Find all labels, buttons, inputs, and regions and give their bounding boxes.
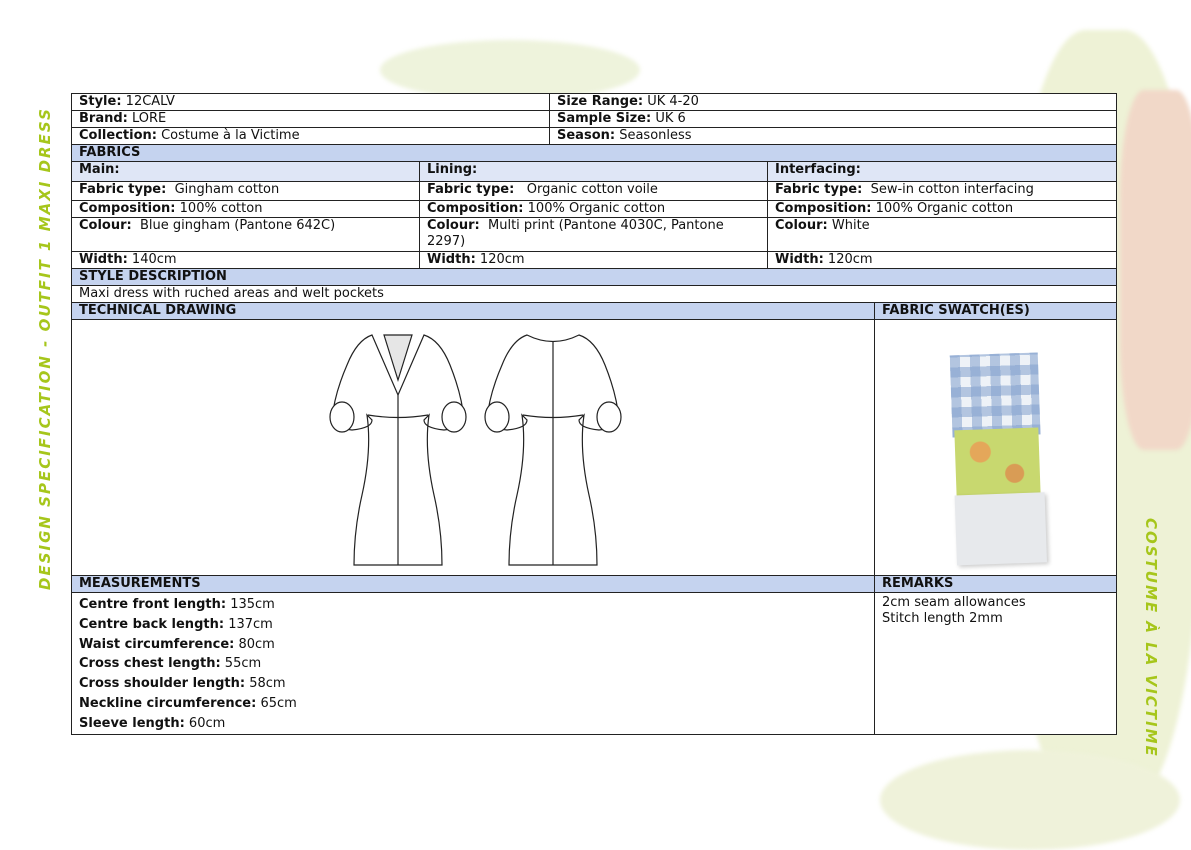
- measurement-item: Sleeve length: 60cm: [79, 715, 226, 731]
- measurement-item: Centre back length: 137cm: [79, 616, 273, 632]
- measurement-item: Neckline circumference: 65cm: [79, 695, 297, 711]
- spec-sheet-table: [71, 93, 1117, 735]
- dress-front-view: [330, 335, 466, 565]
- fabric-swatch-heading: FABRIC SWATCH(ES): [875, 303, 1117, 320]
- dress-flat-drawing: [72, 320, 874, 575]
- sample-size-cell: Sample Size: UK 6: [550, 111, 1117, 128]
- fabric-composition-row: Composition: 100% cotton Composition: 100% Organic cotton Composition: 100% Organic cotton: [72, 201, 1117, 218]
- measurement-item: Waist circumference: 80cm: [79, 636, 275, 652]
- dress-back-view: [485, 335, 621, 565]
- style-row: [72, 94, 1117, 111]
- side-title-left: DESIGN SPECIFICATION - OUTFIT 1 MAXI DRESS: [36, 107, 54, 590]
- swatch-white: [955, 492, 1047, 565]
- style-description-heading: STYLE DESCRIPTION: [72, 269, 1117, 286]
- measurement-item: Cross chest length: 55cm: [79, 656, 262, 672]
- fabric-titles-row: [72, 162, 1117, 182]
- style-description-text: Maxi dress with ruched areas and welt pockets: [72, 286, 1117, 303]
- measurement-item: Centre front length: 135cm: [79, 597, 275, 612]
- remarks-heading: REMARKS: [875, 576, 1117, 593]
- style-cell: Style: 12CALV: [72, 94, 550, 111]
- measurements-list: [72, 593, 875, 735]
- fabric-swatch-collage: [941, 332, 1049, 565]
- size-range-cell: Size Range: UK 4-20: [550, 94, 1117, 111]
- remarks-list: [875, 593, 1117, 735]
- fabric-width-row: Width: 140cm Width: 120cm Width: 120cm: [72, 252, 1117, 269]
- brand-cell: Brand: LORE: [72, 111, 550, 128]
- background-watercolour: [380, 40, 640, 100]
- fabric-type-row: Fabric type: Gingham cotton Fabric type: Organic cotton voile Fabric type: Sew-in cotton interfacing: [72, 182, 1117, 201]
- measurement-item: Cross shoulder length: 58cm: [79, 676, 286, 692]
- technical-drawing-heading: TECHNICAL DRAWING: [72, 303, 875, 320]
- fabric-colour-row: Colour: Blue gingham (Pantone 642C) Colour: Multi print (Pantone 4030C, Pantone 2297) Colour: White: [72, 218, 1117, 252]
- brand-row: [72, 111, 1117, 128]
- remark-line: Stitch length 2mm: [882, 611, 1003, 626]
- collection-cell: Collection: Costume à la Victime: [72, 128, 550, 145]
- swatch-gingham: [950, 352, 1041, 437]
- technical-drawing-area: [72, 320, 875, 576]
- side-title-right: COSTUME À LA VICTIME: [1142, 518, 1160, 758]
- season-cell: Season: Seasonless: [550, 128, 1117, 145]
- fabrics-heading: FABRICS: [72, 145, 1117, 162]
- collection-row: [72, 128, 1117, 145]
- background-watercolour: [1120, 90, 1191, 450]
- background-watercolour: [880, 750, 1180, 850]
- fabric-swatch-area: [875, 320, 1117, 576]
- fabric-lining-title: Lining:: [420, 162, 768, 182]
- remark-line: 2cm seam allowances: [882, 595, 1026, 610]
- measurements-heading: MEASUREMENTS: [72, 576, 875, 593]
- fabric-main-title: Main:: [72, 162, 420, 182]
- fabric-interfacing-title: Interfacing:: [768, 162, 1117, 182]
